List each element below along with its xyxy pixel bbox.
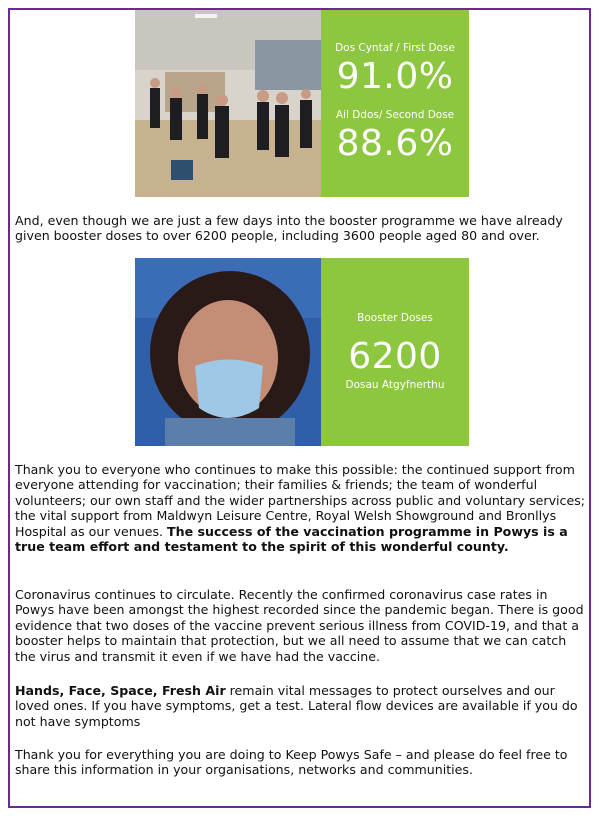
coronavirus-paragraph: Coronavirus continues to circulate. Recently the confirmed coronavirus case rates in Powys have been amongst the highest recorded since the pandemic began. There is good evidence that two doses of the vaccine prevent serious illness from COVID-19, and that a booster helps to maintain that protection, but we all need to assume that we can catch the virus and transmit it even if we have had the vaccine. [15, 587, 584, 664]
staff-photo [135, 258, 321, 446]
booster-welsh-label: Dosau Atgyfnerthu [345, 379, 445, 391]
team-effort-text: The success of the vaccination programme in Powys is a true team effort and testament to the spirit of this wonderful county. [15, 523, 568, 555]
symptoms-text: remain vital messages to protect ourselves and our loved ones. If you have symptoms, get a test. Lateral flow devices are available if you do not have symptoms [15, 683, 578, 729]
group-photo [135, 10, 321, 197]
second-dose-value: 88.6% [336, 122, 454, 164]
vaccination-rate-banner [135, 10, 469, 197]
second-dose-label: Ail Ddos/ Second Dose [335, 108, 455, 121]
booster-stats-panel [321, 258, 469, 446]
first-dose-label: Dos Cyntaf / First Dose [335, 41, 455, 54]
hands-face-space-paragraph [15, 683, 587, 729]
hands-face-space-text: Hands, Face, Space, Fresh Air [15, 683, 226, 698]
booster-doses-banner [135, 258, 469, 446]
first-dose-value: 91.0% [336, 55, 454, 97]
booster-value: 6200 [348, 336, 442, 377]
booster-label: Booster Doses [357, 312, 433, 324]
keep-powys-safe-paragraph: Thank you for everything you are doing to Keep Powys Safe – and please do feel free to share this information in your organisations, networks and communities. [15, 747, 568, 778]
booster-intro-paragraph: And, even though we are just a few days into the booster programme we have already given booster doses to over 6200 people, including 3600 people aged 80 and over. [15, 213, 563, 244]
thank-you-text: Thank you to everyone who continues to make this possible: the continued support from everyone attending for vaccination; their families & friends; the team of wonderful volunteers; our own staff and the wider partnerships across public and voluntary services; the vital support from Maldwyn Leisure Centre, Royal Welsh Showground and Bronllys Hospital as our venues. [15, 462, 586, 539]
thank-you-paragraph [15, 462, 587, 554]
dose-stats-panel [321, 10, 469, 197]
